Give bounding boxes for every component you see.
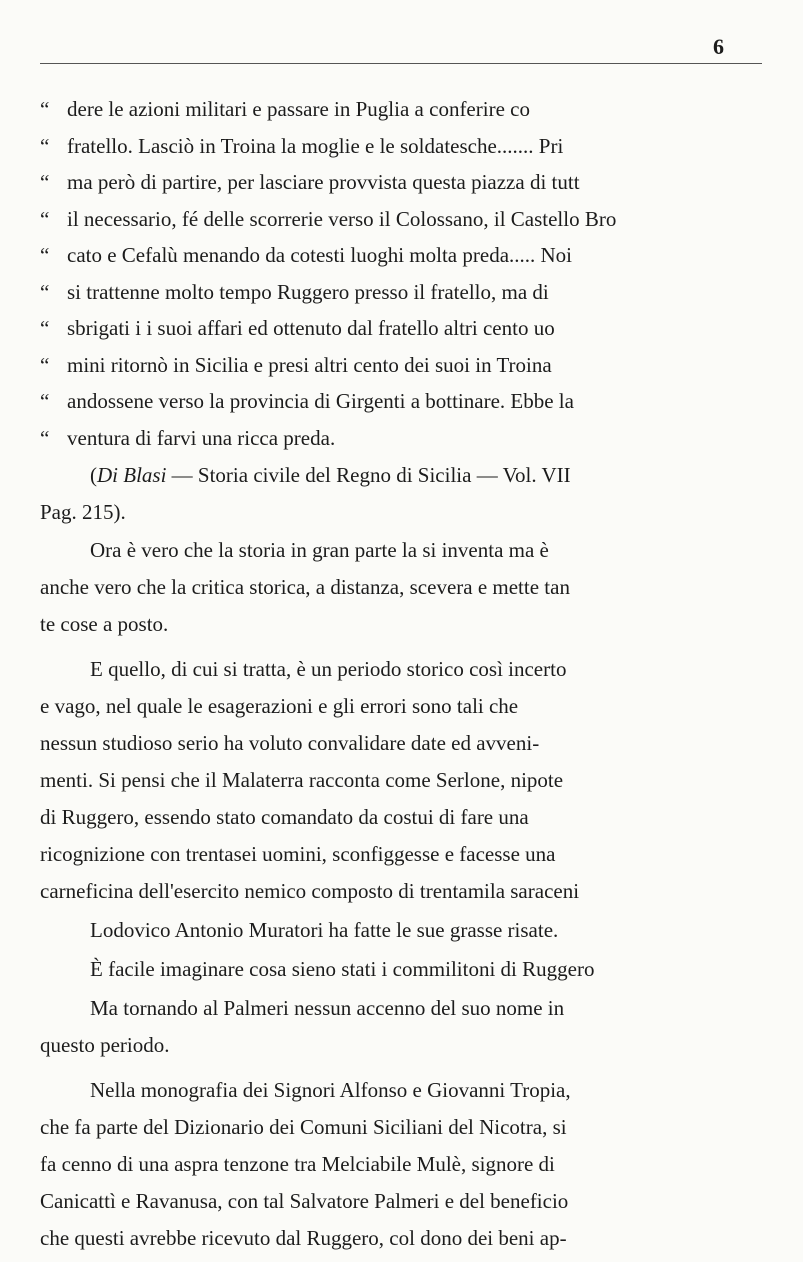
text-line: di Ruggero, essendo stato comandato da costui di fare una	[40, 805, 529, 829]
quote-line	[40, 347, 764, 384]
citation-author: Di Blasi	[97, 463, 167, 487]
quote-line-text: fratello. Lasciò in Troina la moglie e le soldatesche....... Pri	[67, 133, 564, 158]
quote-line-text: andossene verso la provincia di Girgenti a bottinare. Ebbe la	[67, 389, 574, 413]
paragraph	[40, 990, 766, 1064]
text-line: Ma tornando al Palmeri nessun accenno del suo nome in	[90, 996, 565, 1020]
paragraph	[40, 651, 766, 910]
quote-line-text: sbrigati i i suoi affari ed ottenuto dal fratello altri cento uo	[67, 316, 555, 340]
text-line: anche vero che la critica storica, a distanza, scevera e mette tan	[40, 575, 570, 599]
text-line: e vago, nel quale le esagerazioni e gli errori sono tali che	[40, 694, 519, 718]
quote-mark: “	[40, 352, 50, 377]
quote-line-text: ventura di farvi una ricca preda.	[67, 425, 336, 450]
text-line: E quello, di cui si tratta, è un periodo storico così incerto	[90, 657, 567, 681]
quote-line	[40, 91, 764, 128]
text-line: ricognizione con trentasei uomini, sconfiggesse e facesse una	[40, 842, 556, 866]
quote-line	[40, 164, 764, 201]
paragraph	[40, 532, 766, 643]
quote-mark: “	[40, 97, 50, 121]
quote-mark: “	[40, 206, 50, 231]
text-line: che fa parte del Dizionario dei Comuni Siciliani del Nicotra, si	[40, 1115, 567, 1139]
text-line: Canicattì e Ravanusa, con tal Salvatore Palmeri e del beneficio	[40, 1189, 569, 1213]
quote-mark: “	[40, 170, 50, 194]
quote-line	[40, 420, 764, 457]
citation-line-1	[40, 457, 764, 494]
header-rule	[40, 63, 762, 64]
quote-mark: “	[40, 316, 50, 340]
quote-mark: “	[40, 389, 50, 413]
text-line: Lodovico Antonio Muratori ha fatte le sue grasse risate.	[90, 918, 559, 942]
text-line: te cose a posto.	[40, 612, 169, 636]
quote-mark: “	[40, 279, 50, 304]
quote-line	[40, 274, 764, 311]
quote-line-text: il necessario, fé delle scorrerie verso il Colossano, il Castello Bro	[67, 206, 617, 231]
quote-mark: “	[40, 425, 50, 450]
quote-line-text: mini ritornò in Sicilia e presi altri cento dei suoi in Troina	[67, 352, 552, 377]
citation-source: — Storia civile del Regno di Sicilia — Vol. VII	[166, 463, 571, 487]
paragraph	[40, 912, 766, 949]
paragraph	[40, 951, 766, 988]
quote-line-text: si trattenne molto tempo Ruggero presso il fratello, ma di	[67, 279, 549, 304]
text-line: Nella monografia dei Signori Alfonso e Giovanni Tropia,	[90, 1078, 571, 1102]
text-line: che questi avrebbe ricevuto dal Ruggero, col dono dei beni ap-	[40, 1226, 567, 1250]
paragraph	[40, 1072, 766, 1257]
page-number: 6	[713, 34, 724, 59]
text-line: fa cenno di una aspra tenzone tra Melciabile Mulè, signore di	[40, 1152, 555, 1176]
quote-line	[40, 237, 764, 274]
quote-line-text: dere le azioni militari e passare in Puglia a conferire co	[67, 97, 530, 121]
quote-line-text: cato e Cefalù menando da cotesti luoghi molta preda..... Noi	[67, 243, 573, 267]
citation-open-paren: (	[90, 463, 97, 487]
quote-mark: “	[40, 133, 50, 158]
text-line: menti. Si pensi che il Malaterra racconta come Serlone, nipote	[40, 768, 564, 792]
quote-line-text: ma però di partire, per lasciare provvista questa piazza di tutt	[67, 170, 580, 194]
quote-mark: “	[40, 243, 50, 267]
text-line: Ora è vero che la storia in gran parte la si inventa ma è	[90, 538, 549, 562]
quote-line	[40, 383, 764, 420]
text-line: È facile imaginare cosa sieno stati i commilitoni di Ruggero	[90, 957, 595, 981]
citation-page: Pag. 215).	[40, 500, 126, 524]
quote-line	[40, 128, 764, 165]
quoted-passage	[40, 91, 764, 456]
text-line: carneficina dell'esercito nemico composto di trentamila saraceni	[40, 879, 580, 903]
quote-line	[40, 201, 764, 238]
citation	[40, 457, 764, 531]
text-line: nessun studioso serio ha voluto convalidare date ed avveni-	[40, 731, 540, 755]
text-line: questo periodo.	[40, 1033, 170, 1057]
body-text	[40, 532, 766, 1257]
quote-line	[40, 310, 764, 347]
